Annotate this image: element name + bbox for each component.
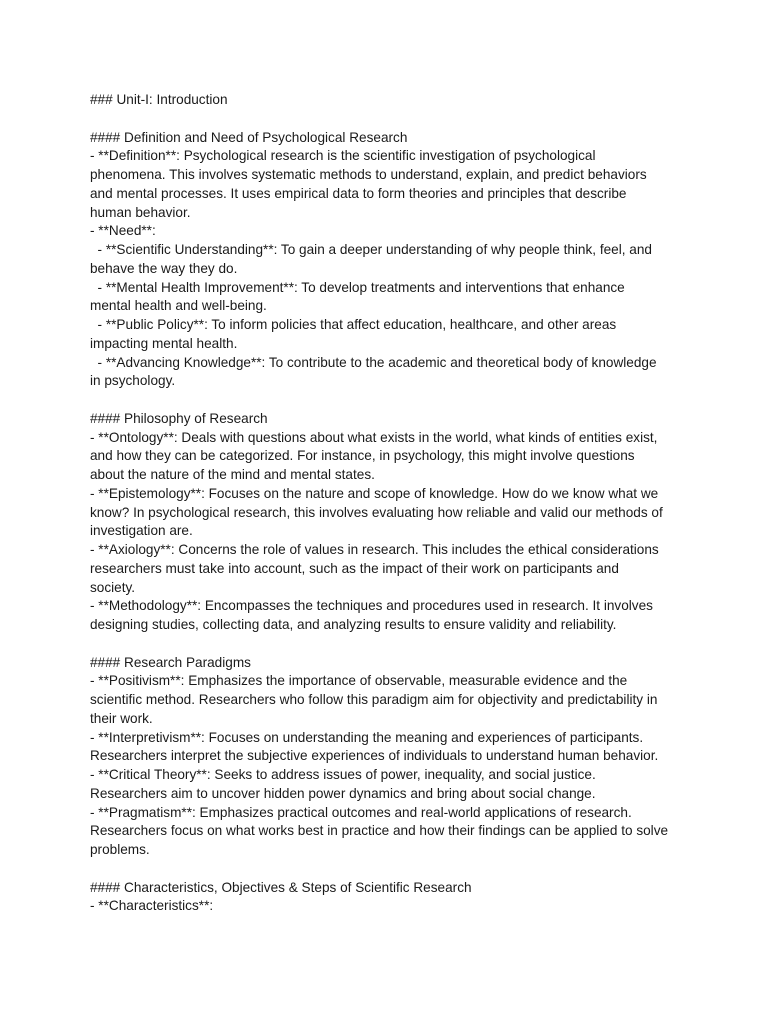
list-item-line: - **Pragmatism**: Emphasizes practical outcomes and real-world applications of research. bbox=[90, 804, 632, 820]
text-line: designing studies, collecting data, and analyzing results to ensure validity and reliability. bbox=[90, 617, 617, 632]
text-line: problems. bbox=[90, 842, 150, 857]
sub-list-item-line: - **Public Policy**: To inform policies that affect education, healthcare, and other areas bbox=[90, 317, 617, 332]
text-line: human behavior. bbox=[90, 204, 191, 220]
text-line: Researchers focus on what works best in practice and how their findings can be applied to solve bbox=[90, 823, 669, 839]
list-item-line: - **Need**: bbox=[90, 223, 156, 239]
text-line: mental health and well-being. bbox=[90, 298, 267, 314]
blank-line bbox=[90, 391, 690, 410]
text-line: in psychology. bbox=[90, 373, 176, 389]
sub-list-item-line: - **Mental Health Improvement**: To develop treatments and interventions that enhance bbox=[90, 279, 625, 295]
list-item-line: - **Definition**: Psychological research is the scientific investigation of psychological bbox=[90, 148, 596, 164]
unit-heading: ### Unit-I: Introduction bbox=[90, 92, 228, 107]
text-line: behave the way they do. bbox=[90, 260, 238, 276]
list-item-line: - **Methodology**: Encompasses the techniques and procedures used in research. It involves bbox=[90, 598, 653, 614]
list-item-line: - **Axiology**: Concerns the role of values in research. This includes the ethical considerations bbox=[90, 542, 659, 557]
text-line: Researchers aim to uncover hidden power dynamics and bring about social change. bbox=[90, 785, 596, 801]
list-item-line: - **Epistemology**: Focuses on the nature and scope of knowledge. How do we know what we bbox=[90, 485, 659, 501]
text-line: impacting mental health. bbox=[90, 335, 238, 351]
text-line: society. bbox=[90, 579, 136, 595]
section-heading: #### Philosophy of Research bbox=[90, 410, 268, 426]
text-line: know? In psychological research, this involves evaluating how reliable and valid our methods of bbox=[90, 504, 663, 520]
blank-line bbox=[90, 110, 690, 129]
text-line: researchers must take into account, such as the impact of their work on participants and bbox=[90, 560, 619, 576]
sub-list-item-line: - **Advancing Knowledge**: To contribute to the academic and theoretical body of knowledge bbox=[90, 354, 657, 370]
list-item-line: - **Characteristics**: bbox=[90, 898, 214, 914]
text-line: phenomena. This involves systematic methods to understand, explain, and predict behaviors bbox=[90, 167, 647, 182]
list-item-line: - **Interpretivism**: Focuses on understanding the meaning and experiences of participants. bbox=[90, 729, 644, 745]
list-item-line: - **Critical Theory**: Seeks to address issues of power, inequality, and social justice. bbox=[90, 767, 596, 782]
text-line: about the nature of the mind and mental states. bbox=[90, 467, 375, 482]
list-item-line: - **Positivism**: Emphasizes the importance of observable, measurable evidence and the bbox=[90, 673, 628, 689]
text-line: Researchers interpret the subjective experiences of individuals to understand human behavior. bbox=[90, 748, 659, 764]
text-line: and how they can be categorized. For instance, in psychology, this might involve questions bbox=[90, 448, 635, 464]
list-item-line: - **Ontology**: Deals with questions about what exists in the world, what kinds of entities exist, bbox=[90, 429, 658, 445]
text-line: and mental processes. It uses empirical data to form theories and principles that describe bbox=[90, 185, 627, 201]
section-heading: #### Characteristics, Objectives & Steps of Scientific Research bbox=[90, 879, 472, 895]
sub-list-item-line: - **Scientific Understanding**: To gain a deeper understanding of why people think, feel, and bbox=[90, 242, 652, 257]
section-heading: #### Research Paradigms bbox=[90, 654, 251, 670]
blank-line bbox=[90, 635, 690, 654]
section-heading: #### Definition and Need of Psychological Research bbox=[90, 129, 408, 145]
text-line: investigation are. bbox=[90, 523, 193, 539]
blank-line bbox=[90, 860, 690, 879]
text-line: their work. bbox=[90, 710, 153, 726]
text-line: scientific method. Researchers who follow this paradigm aim for objectivity and predictability in bbox=[90, 692, 658, 707]
document-body bbox=[90, 91, 690, 916]
